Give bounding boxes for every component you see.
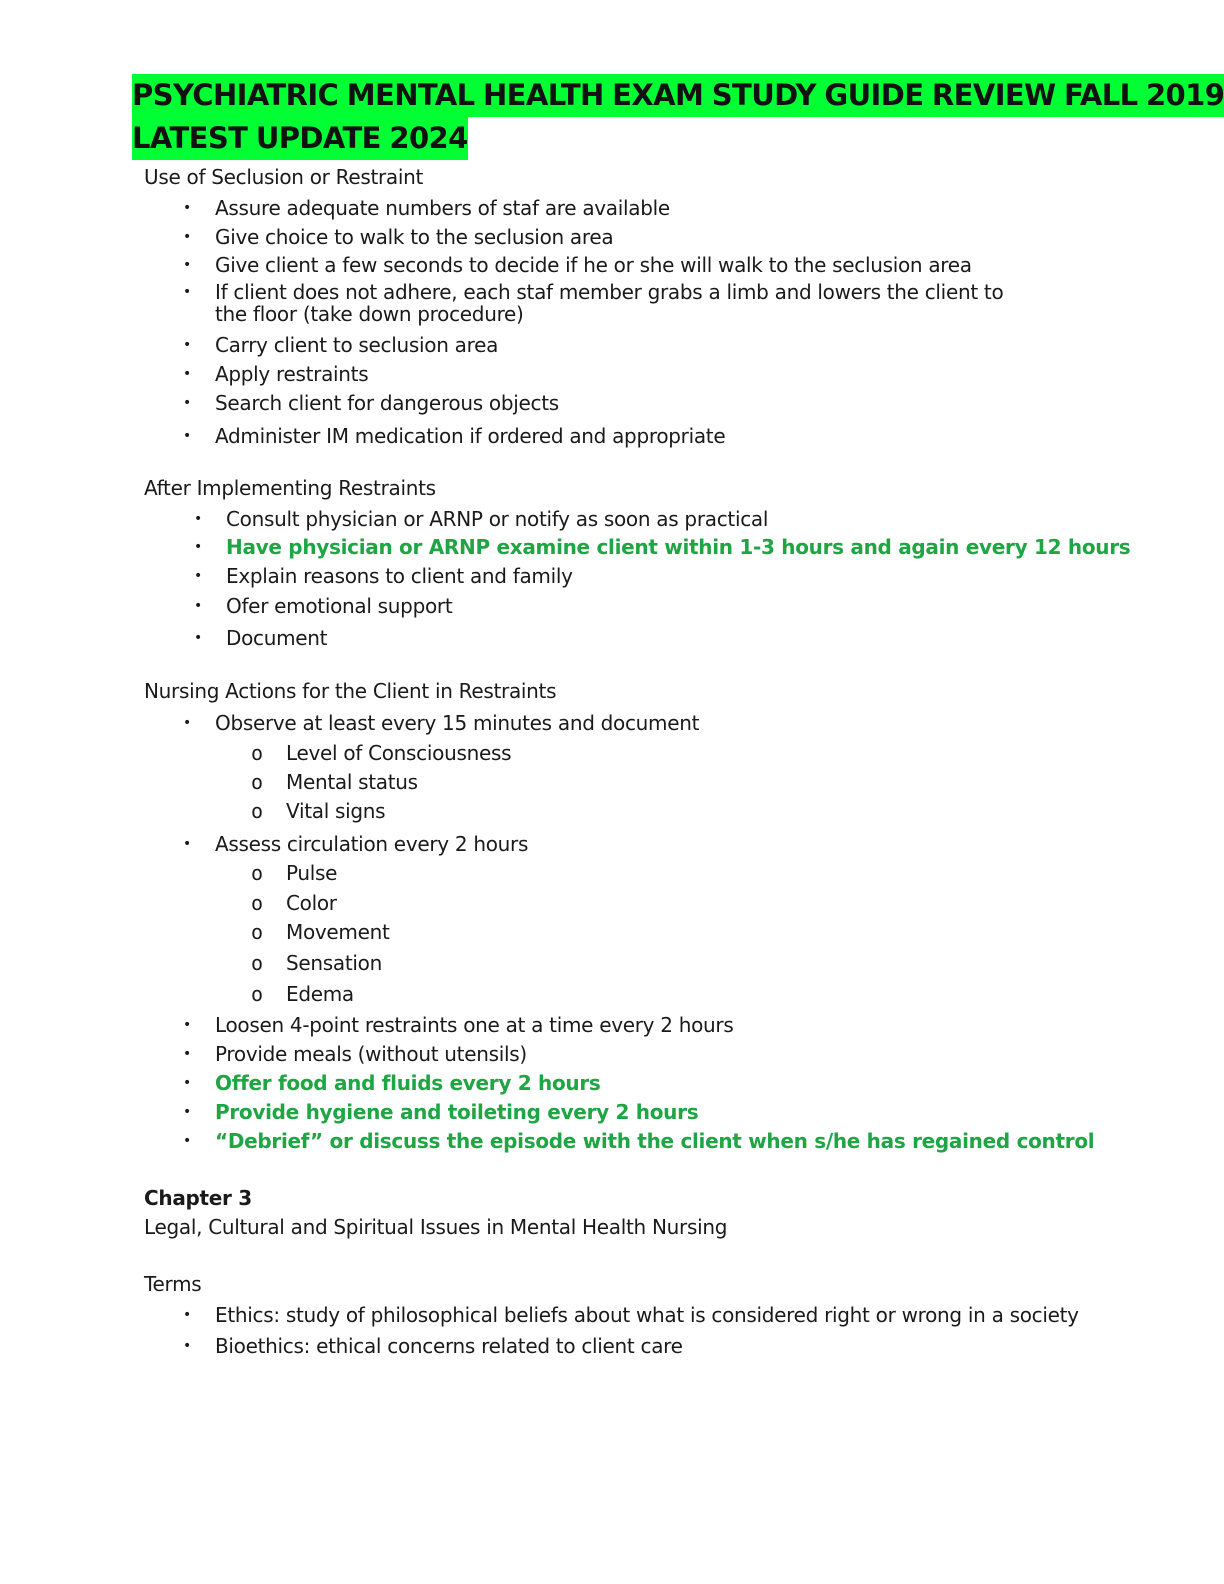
bullet-icon: • xyxy=(194,630,203,646)
sub-bullet-icon: o xyxy=(251,920,264,944)
list-item: Ofer emotional support xyxy=(226,594,453,618)
list-item: Apply restraints xyxy=(215,362,369,386)
bullet-icon: • xyxy=(183,715,192,731)
list-item: “Debrief” or discuss the episode with the client when s/he has regained control xyxy=(215,1129,1095,1153)
bullet-icon: • xyxy=(194,511,203,527)
sub-list-item: Pulse xyxy=(286,861,338,885)
title-line-1: PSYCHIATRIC MENTAL HEALTH EXAM STUDY GUIDE REVIEW FALL 2019 xyxy=(132,74,1224,117)
list-item: Administer IM medication if ordered and appropriate xyxy=(215,424,726,448)
chapter-title: Legal, Cultural and Spiritual Issues in Mental Health Nursing xyxy=(144,1215,728,1239)
bullet-icon: • xyxy=(183,836,192,852)
list-item: Consult physician or ARNP or notify as soon as practical xyxy=(226,507,769,531)
bullet-icon: • xyxy=(183,1075,192,1091)
after-heading: After Implementing Restraints xyxy=(144,476,436,500)
list-item: If client does not adhere, each staf member grabs a limb and lowers the client to xyxy=(215,280,1004,304)
sub-bullet-icon: o xyxy=(251,861,264,885)
sub-list-item: Mental status xyxy=(286,770,418,794)
bullet-icon: • xyxy=(183,229,192,245)
bullet-icon: • xyxy=(183,366,192,382)
sub-list-item: Sensation xyxy=(286,951,382,975)
sub-bullet-icon: o xyxy=(251,982,264,1006)
bullet-icon: • xyxy=(183,200,192,216)
title-line-2: LATEST UPDATE 2024 xyxy=(132,117,468,160)
list-item: Explain reasons to client and family xyxy=(226,564,573,588)
list-item: Have physician or ARNP examine client within 1-3 hours and again every 12 hours xyxy=(226,535,1131,559)
page-title xyxy=(132,74,1224,160)
bullet-icon: • xyxy=(183,284,192,300)
sub-list-item: Color xyxy=(286,891,337,915)
list-item: Bioethics: ethical concerns related to client care xyxy=(215,1334,683,1358)
list-item: Assess circulation every 2 hours xyxy=(215,832,529,856)
sub-bullet-icon: o xyxy=(251,799,264,823)
bullet-icon: • xyxy=(183,1307,192,1323)
list-item: Observe at least every 15 minutes and document xyxy=(215,711,700,735)
bullet-icon: • xyxy=(194,598,203,614)
list-item: Give client a few seconds to decide if he or she will walk to the seclusion area xyxy=(215,253,972,277)
sub-bullet-icon: o xyxy=(251,770,264,794)
sub-bullet-icon: o xyxy=(251,951,264,975)
list-item: Provide meals (without utensils) xyxy=(215,1042,527,1066)
sub-list-item: Level of Consciousness xyxy=(286,741,512,765)
bullet-icon: • xyxy=(194,539,203,555)
sub-bullet-icon: o xyxy=(251,891,264,915)
sub-bullet-icon: o xyxy=(251,741,264,765)
bullet-icon: • xyxy=(194,568,203,584)
bullet-icon: • xyxy=(183,395,192,411)
list-item: Document xyxy=(226,626,328,650)
bullet-icon: • xyxy=(183,428,192,444)
list-item: Provide hygiene and toileting every 2 hours xyxy=(215,1100,699,1124)
seclusion-heading: Use of Seclusion or Restraint xyxy=(144,165,424,189)
list-item: Offer food and fluids every 2 hours xyxy=(215,1071,601,1095)
terms-heading: Terms xyxy=(144,1272,202,1296)
list-item: Ethics: study of philosophical beliefs about what is considered right or wrong in a society xyxy=(215,1303,1079,1327)
sub-list-item: Vital signs xyxy=(286,799,386,823)
nursing-heading: Nursing Actions for the Client in Restraints xyxy=(144,679,557,703)
list-item: Assure adequate numbers of staf are available xyxy=(215,196,670,220)
sub-list-item: Edema xyxy=(286,982,354,1006)
bullet-icon: • xyxy=(183,1133,192,1149)
bullet-icon: • xyxy=(183,1017,192,1033)
chapter-label: Chapter 3 xyxy=(144,1186,252,1210)
list-item: Loosen 4-point restraints one at a time every 2 hours xyxy=(215,1013,734,1037)
bullet-icon: • xyxy=(183,1046,192,1062)
bullet-icon: • xyxy=(183,1338,192,1354)
list-item-continuation: the floor (take down procedure) xyxy=(215,302,524,326)
list-item: Give choice to walk to the seclusion area xyxy=(215,225,614,249)
list-item: Search client for dangerous objects xyxy=(215,391,559,415)
bullet-icon: • xyxy=(183,1104,192,1120)
bullet-icon: • xyxy=(183,257,192,273)
list-item: Carry client to seclusion area xyxy=(215,333,499,357)
sub-list-item: Movement xyxy=(286,920,390,944)
bullet-icon: • xyxy=(183,337,192,353)
